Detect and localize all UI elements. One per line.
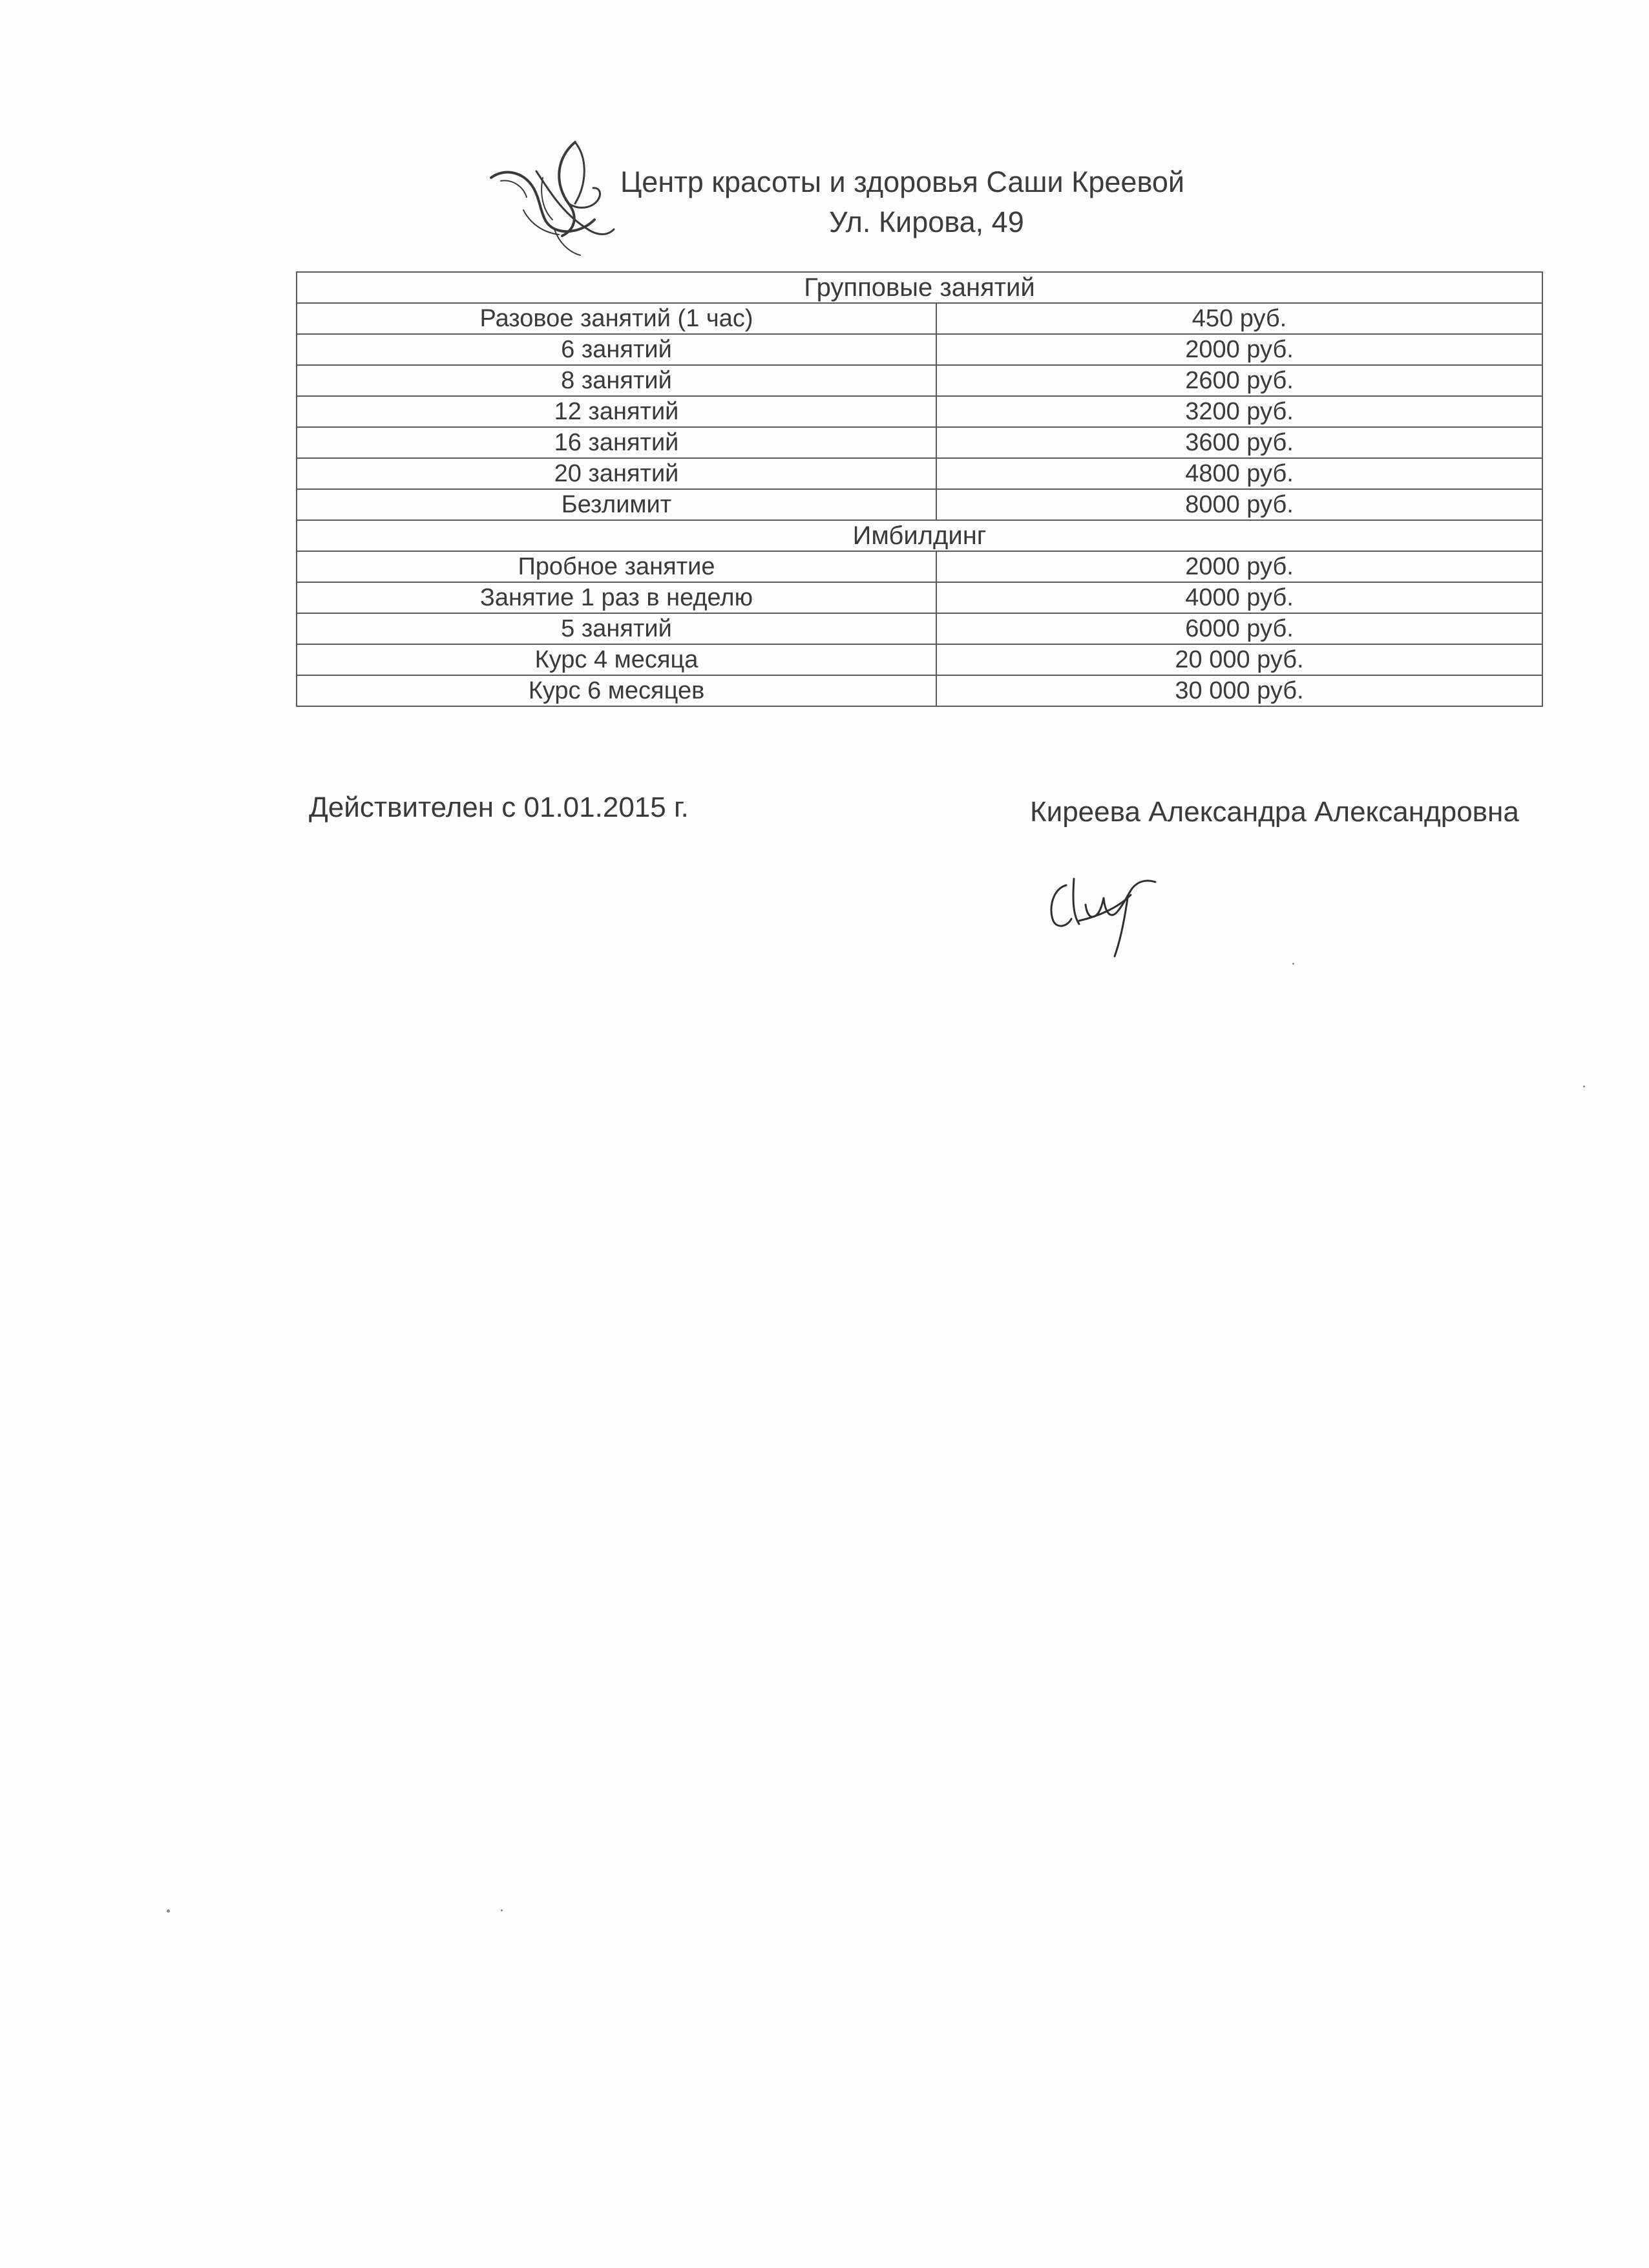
scan-speck (1292, 963, 1294, 965)
service-price: 3200 руб. (936, 396, 1542, 427)
section-title: Имбилдинг (297, 520, 1542, 551)
table-row (297, 613, 1542, 644)
service-name: 20 занятий (297, 458, 936, 489)
signer-name: Киреева Александра Александровна (1030, 796, 1519, 828)
handwritten-signature-icon (1040, 859, 1170, 969)
table-row (297, 489, 1542, 520)
floral-swirl-logo-icon (478, 132, 627, 262)
service-name: Курс 6 месяцев (297, 675, 936, 706)
service-price: 4000 руб. (936, 582, 1542, 613)
service-price: 6000 руб. (936, 613, 1542, 644)
table-row (297, 582, 1542, 613)
table-row (297, 644, 1542, 675)
valid-from-text: Действителен с 01.01.2015 г. (309, 792, 689, 823)
scan-speck (1583, 1086, 1585, 1087)
service-name: Разовое занятий (1 час) (297, 303, 936, 334)
service-name: 5 занятий (297, 613, 936, 644)
service-name: 12 занятий (297, 396, 936, 427)
service-price: 2000 руб. (936, 334, 1542, 365)
service-price: 2000 руб. (936, 551, 1542, 582)
table-row (297, 675, 1542, 706)
service-price: 8000 руб. (936, 489, 1542, 520)
service-price: 2600 руб. (936, 365, 1542, 396)
service-price: 3600 руб. (936, 427, 1542, 458)
service-name: 6 занятий (297, 334, 936, 365)
service-name: Безлимит (297, 489, 936, 520)
company-address: Ул. Кирова, 49 (829, 205, 1024, 238)
table-row (297, 365, 1542, 396)
service-name: Курс 4 месяца (297, 644, 936, 675)
service-price: 20 000 руб. (936, 644, 1542, 675)
section-header-row (297, 520, 1542, 551)
price-table (296, 271, 1543, 707)
service-price: 30 000 руб. (936, 675, 1542, 706)
table-row (297, 396, 1542, 427)
table-row (297, 458, 1542, 489)
company-name: Центр красоты и здоровья Саши Креевой (620, 165, 1185, 198)
service-name: Пробное занятие (297, 551, 936, 582)
table-row (297, 334, 1542, 365)
service-name: 8 занятий (297, 365, 936, 396)
service-name: 16 занятий (297, 427, 936, 458)
service-name: Занятие 1 раз в неделю (297, 582, 936, 613)
section-header-row (297, 272, 1542, 303)
section-title: Групповые занятий (297, 272, 1542, 303)
table-row (297, 427, 1542, 458)
service-price: 4800 руб. (936, 458, 1542, 489)
scan-speck (167, 1909, 170, 1913)
table-row (297, 303, 1542, 334)
service-price: 450 руб. (936, 303, 1542, 334)
table-row (297, 551, 1542, 582)
scan-speck (501, 1909, 503, 1911)
